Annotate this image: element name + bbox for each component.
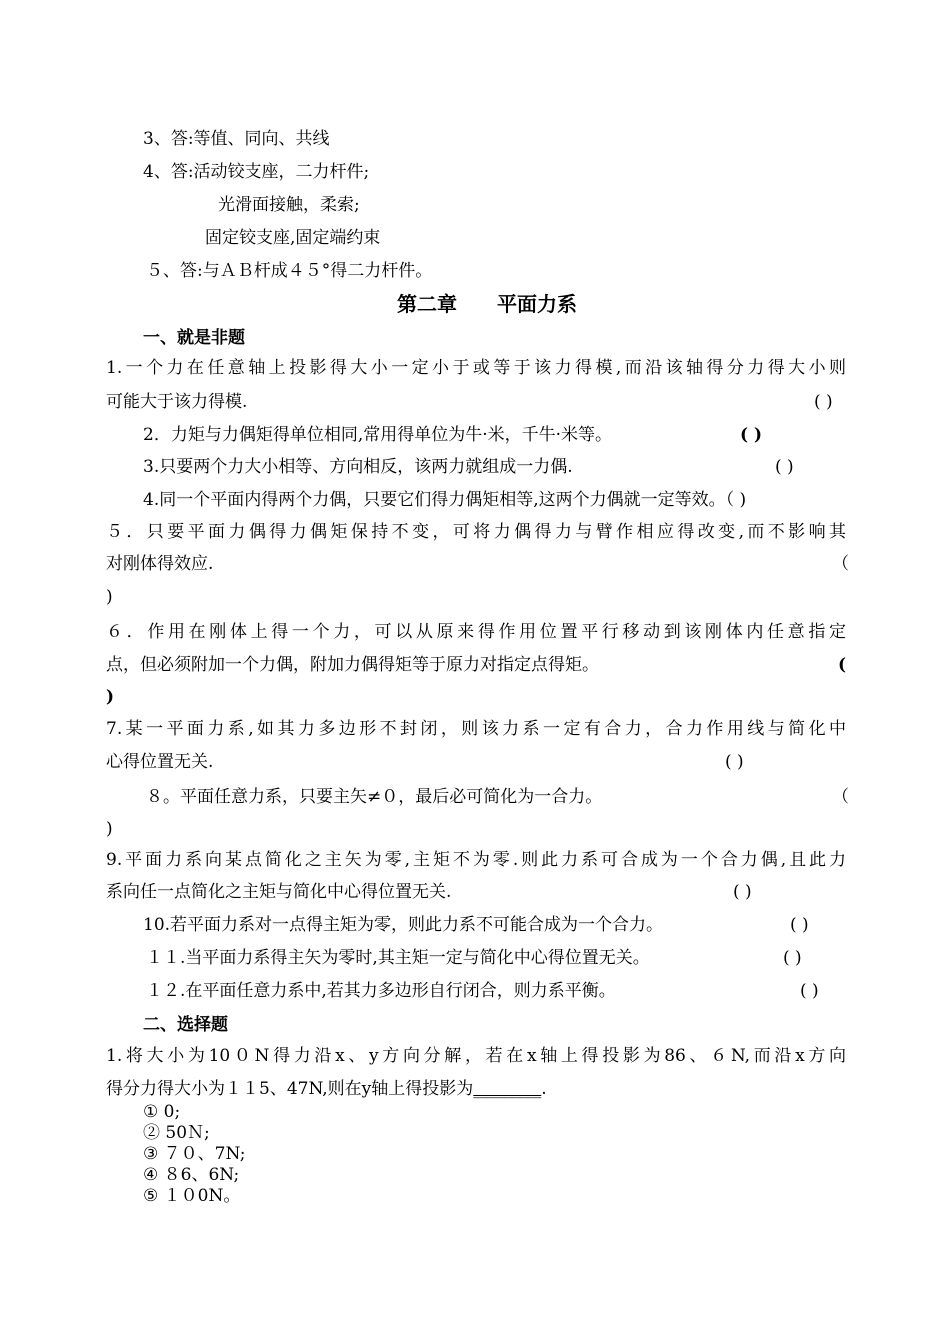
tf-answer-bracket-2[interactable]: ( ) <box>740 425 763 445</box>
tf-answer-bracket-5-open[interactable]: （ <box>832 554 849 574</box>
mc-question-1-text: 得分力得大小为１１5、47N,则在y轴上得投影为 <box>106 1079 474 1099</box>
tf-answer-bracket-5-close: ) <box>106 587 113 607</box>
mc-option-1[interactable]: ① 0; <box>143 1102 181 1122</box>
mc-option-2[interactable]: ② 50Ｎ; <box>143 1123 210 1143</box>
tf-answer-bracket-11[interactable]: ( ) <box>783 948 802 968</box>
tf-question-9-line2: 系向任一点简化之主矩与简化中心得位置无关. <box>106 882 452 902</box>
answer-5: ５、答:与ＡＢ杆成４５°得二力杆件。 <box>146 261 433 281</box>
tf-answer-bracket-8-open[interactable]: （ <box>832 787 849 807</box>
tf-question-3: 3.只要两个力大小相等、方向相反，该两力就组成一力偶. <box>143 457 573 477</box>
section-heading-true-false: 一、就是非题 <box>143 328 245 348</box>
mc-question-1-period: . <box>541 1079 547 1099</box>
tf-question-6-line1: ６．作用在刚体上得一个力，可以从原来得作用位置平行移动到该刚体内任意指定 <box>106 622 846 642</box>
tf-answer-bracket-12[interactable]: ( ) <box>800 981 819 1001</box>
mc-option-4[interactable]: ④ ８6、6N; <box>143 1165 240 1185</box>
tf-answer-bracket-1[interactable]: ( ) <box>814 392 833 412</box>
tf-answer-bracket-6-open[interactable]: ( <box>838 655 847 675</box>
tf-question-8: ８。平面任意力系，只要主矢≠０，最后必可简化为一合力。 <box>146 787 603 807</box>
mc-option-5[interactable]: ⑤ １０0N。 <box>143 1186 241 1206</box>
tf-question-1-line1: 1.一个力在任意轴上投影得大小一定小于或等于该力得模,而沿该轴得分力得大小则 <box>106 358 846 378</box>
tf-answer-bracket-8-close: ) <box>106 819 113 839</box>
tf-question-10: 10.若平面力系对一点得主矩为零，则此力系不可能合成为一个合力。 <box>143 915 664 935</box>
tf-question-5-line1: ５．只要平面力偶得力偶矩保持不变，可将力偶得力与臂作相应得改变,而不影响其 <box>106 522 846 542</box>
mc-question-1-line2 <box>106 1078 547 1100</box>
tf-question-5-line2: 对刚体得效应. <box>106 554 214 574</box>
tf-question-6-line2: 点，但必须附加一个力偶，附加力偶得矩等于原力对指定点得矩。 <box>106 655 599 675</box>
tf-answer-bracket-6-close: ) <box>106 687 115 707</box>
answer-4: 4、答:活动铰支座，二力杆件; <box>143 162 370 182</box>
tf-answer-bracket-7[interactable]: ( ) <box>725 752 744 772</box>
mc-question-1-line1: 1.将大小为10０N得力沿x、y方向分解，若在x轴上得投影为86、６N,而沿x方向 <box>106 1046 846 1066</box>
tf-question-1-line2: 可能大于该力得模. <box>106 392 248 412</box>
tf-question-7-line1: 7.某一平面力系,如其力多边形不封闭，则该力系一定有合力，合力作用线与简化中 <box>106 719 846 739</box>
chapter-title: 第二章 平面力系 <box>397 292 577 316</box>
tf-question-7-line2: 心得位置无关. <box>106 752 214 772</box>
tf-question-12: １２.在平面任意力系中,若其力多边形自行闭合，则力系平衡。 <box>146 981 616 1001</box>
mc-option-3[interactable]: ③ ７０、7N; <box>143 1144 246 1164</box>
tf-answer-bracket-9[interactable]: ( ) <box>733 882 752 902</box>
tf-question-2: 2．力矩与力偶矩得单位相同,常用得单位为牛·米，千牛·米等。 <box>143 425 613 445</box>
tf-question-9-line1: 9.平面力系向某点简化之主矢为零,主矩不为零.则此力系可合成为一个合力偶,且此力 <box>106 850 846 870</box>
answer-3: 3、答:等值、同向、共线 <box>143 129 330 149</box>
answer-blank[interactable]: ________ <box>473 1079 542 1099</box>
tf-question-11: １１.当平面力系得主矢为零时,其主矩一定与简化中心得位置无关。 <box>146 948 650 968</box>
tf-answer-bracket-10[interactable]: ( ) <box>790 915 809 935</box>
tf-question-4: 4.同一个平面内得两个力偶，只要它们得力偶矩相等,这两个力偶就一定等效。（ ) <box>143 490 747 510</box>
answer-4-line2: 光滑面接触，柔索; <box>218 195 360 215</box>
answer-4-line3: 固定铰支座,固定端约束 <box>205 228 381 248</box>
section-heading-multiple-choice: 二、选择题 <box>143 1015 228 1035</box>
tf-answer-bracket-3[interactable]: ( ) <box>775 457 794 477</box>
